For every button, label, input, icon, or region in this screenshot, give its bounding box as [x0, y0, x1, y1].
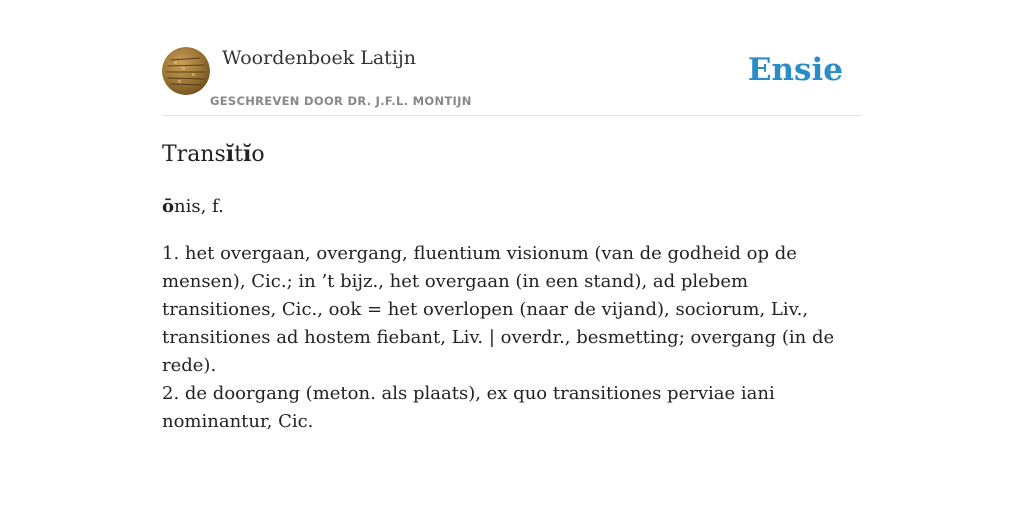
- site-title-link[interactable]: Woordenboek Latijn: [222, 47, 417, 69]
- definition-sense-2: 2. de doorgang (meton. als plaats), ex quo transitiones perviae iani nominantur, Cic.: [162, 383, 775, 432]
- grammar-text: nis, f.: [174, 196, 224, 217]
- entry-content: [162, 138, 862, 436]
- entry-definition: [162, 240, 862, 436]
- ensie-brand-link[interactable]: Ensie: [747, 52, 843, 88]
- entry-headword: [162, 138, 862, 171]
- headword-part: t: [234, 142, 243, 167]
- grammar-macron: ō: [162, 196, 175, 217]
- headword-breve: ĭ: [225, 141, 235, 167]
- site-header: [162, 46, 862, 116]
- definition-sense-1: 1. het overgaan, overgang, fluentium visionum (van de godheid op de mensen), Cic.; in ’t bijz., het overgaan (in een stand), ad plebem transitiones, Cic., ook = het overlopen (naar de vijand), sociorum, Liv., transitiones ad hostem fiebant, Liv. | overdr., besmetting; overgang (in de rede).: [162, 243, 835, 376]
- headword-breve: ĭ: [242, 141, 252, 167]
- grammar-info: [162, 193, 862, 221]
- headword-part: o: [251, 142, 265, 167]
- author-byline: GESCHREVEN DOOR DR. J.F.L. MONTIJN: [210, 94, 472, 108]
- coin-logo-icon[interactable]: [162, 47, 210, 95]
- headword-part: Trans: [162, 142, 226, 167]
